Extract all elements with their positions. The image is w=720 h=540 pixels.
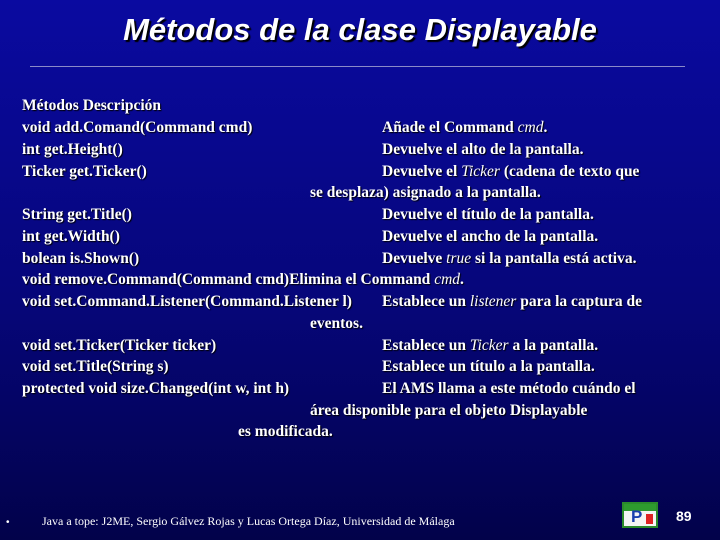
page-number: 89 xyxy=(676,508,692,524)
slide-title: Métodos de la clase Displayable xyxy=(123,12,597,47)
method-description-continued: área disponible para el objeto Displayable xyxy=(310,402,588,419)
method-name: void set.Ticker(Ticker ticker) xyxy=(22,337,217,354)
method-description: Establece un listener para la captura de xyxy=(382,293,643,310)
method-name: int get.Height() xyxy=(22,141,123,158)
method-description: Devuelve true si la pantalla está activa. xyxy=(382,250,637,267)
method-description: Establece un Ticker a la pantalla. xyxy=(382,337,599,354)
table-header: Métodos Descripción xyxy=(22,97,162,114)
method-name: Ticker get.Ticker() xyxy=(22,163,147,180)
logo-letter: P xyxy=(631,507,643,526)
method-description: Establece un título a la pantalla. xyxy=(382,358,595,375)
method-description: Devuelve el Ticker (cadena de texto que xyxy=(382,163,640,180)
method-description: Devuelve el título de la pantalla. xyxy=(382,206,594,223)
method-name: protected void size.Changed(int w, int h) xyxy=(22,380,290,397)
method-name: void set.Title(String s) xyxy=(22,358,169,375)
book-logo-icon xyxy=(622,502,658,528)
method-name: bolean is.Shown() xyxy=(22,250,140,267)
method-name: void set.Command.Listener(Command.Listener l) xyxy=(22,293,352,310)
method-name: void add.Comand(Command cmd) xyxy=(22,119,253,136)
method-description: Añade el Command cmd. xyxy=(382,119,548,136)
method-description-continued: se desplaza) asignado a la pantalla. xyxy=(310,184,541,201)
method-name: String get.Title() xyxy=(22,206,132,223)
method-description-continued: es modificada. xyxy=(238,423,333,440)
method-description: Devuelve el ancho de la pantalla. xyxy=(382,228,599,245)
footer-bullet: • xyxy=(6,517,10,528)
method-description: El AMS llama a este método cuándo el xyxy=(382,380,636,397)
method-description-continued: eventos. xyxy=(310,315,363,332)
method-row-full: void remove.Command(Command cmd)Elimina el Command cmd. xyxy=(22,271,464,288)
method-name: int get.Width() xyxy=(22,228,120,245)
method-description: Devuelve el alto de la pantalla. xyxy=(382,141,584,158)
footer-credits: Java a tope: J2ME, Sergio Gálvez Rojas y Lucas Ortega Díaz, Universidad de Málaga xyxy=(42,514,455,528)
